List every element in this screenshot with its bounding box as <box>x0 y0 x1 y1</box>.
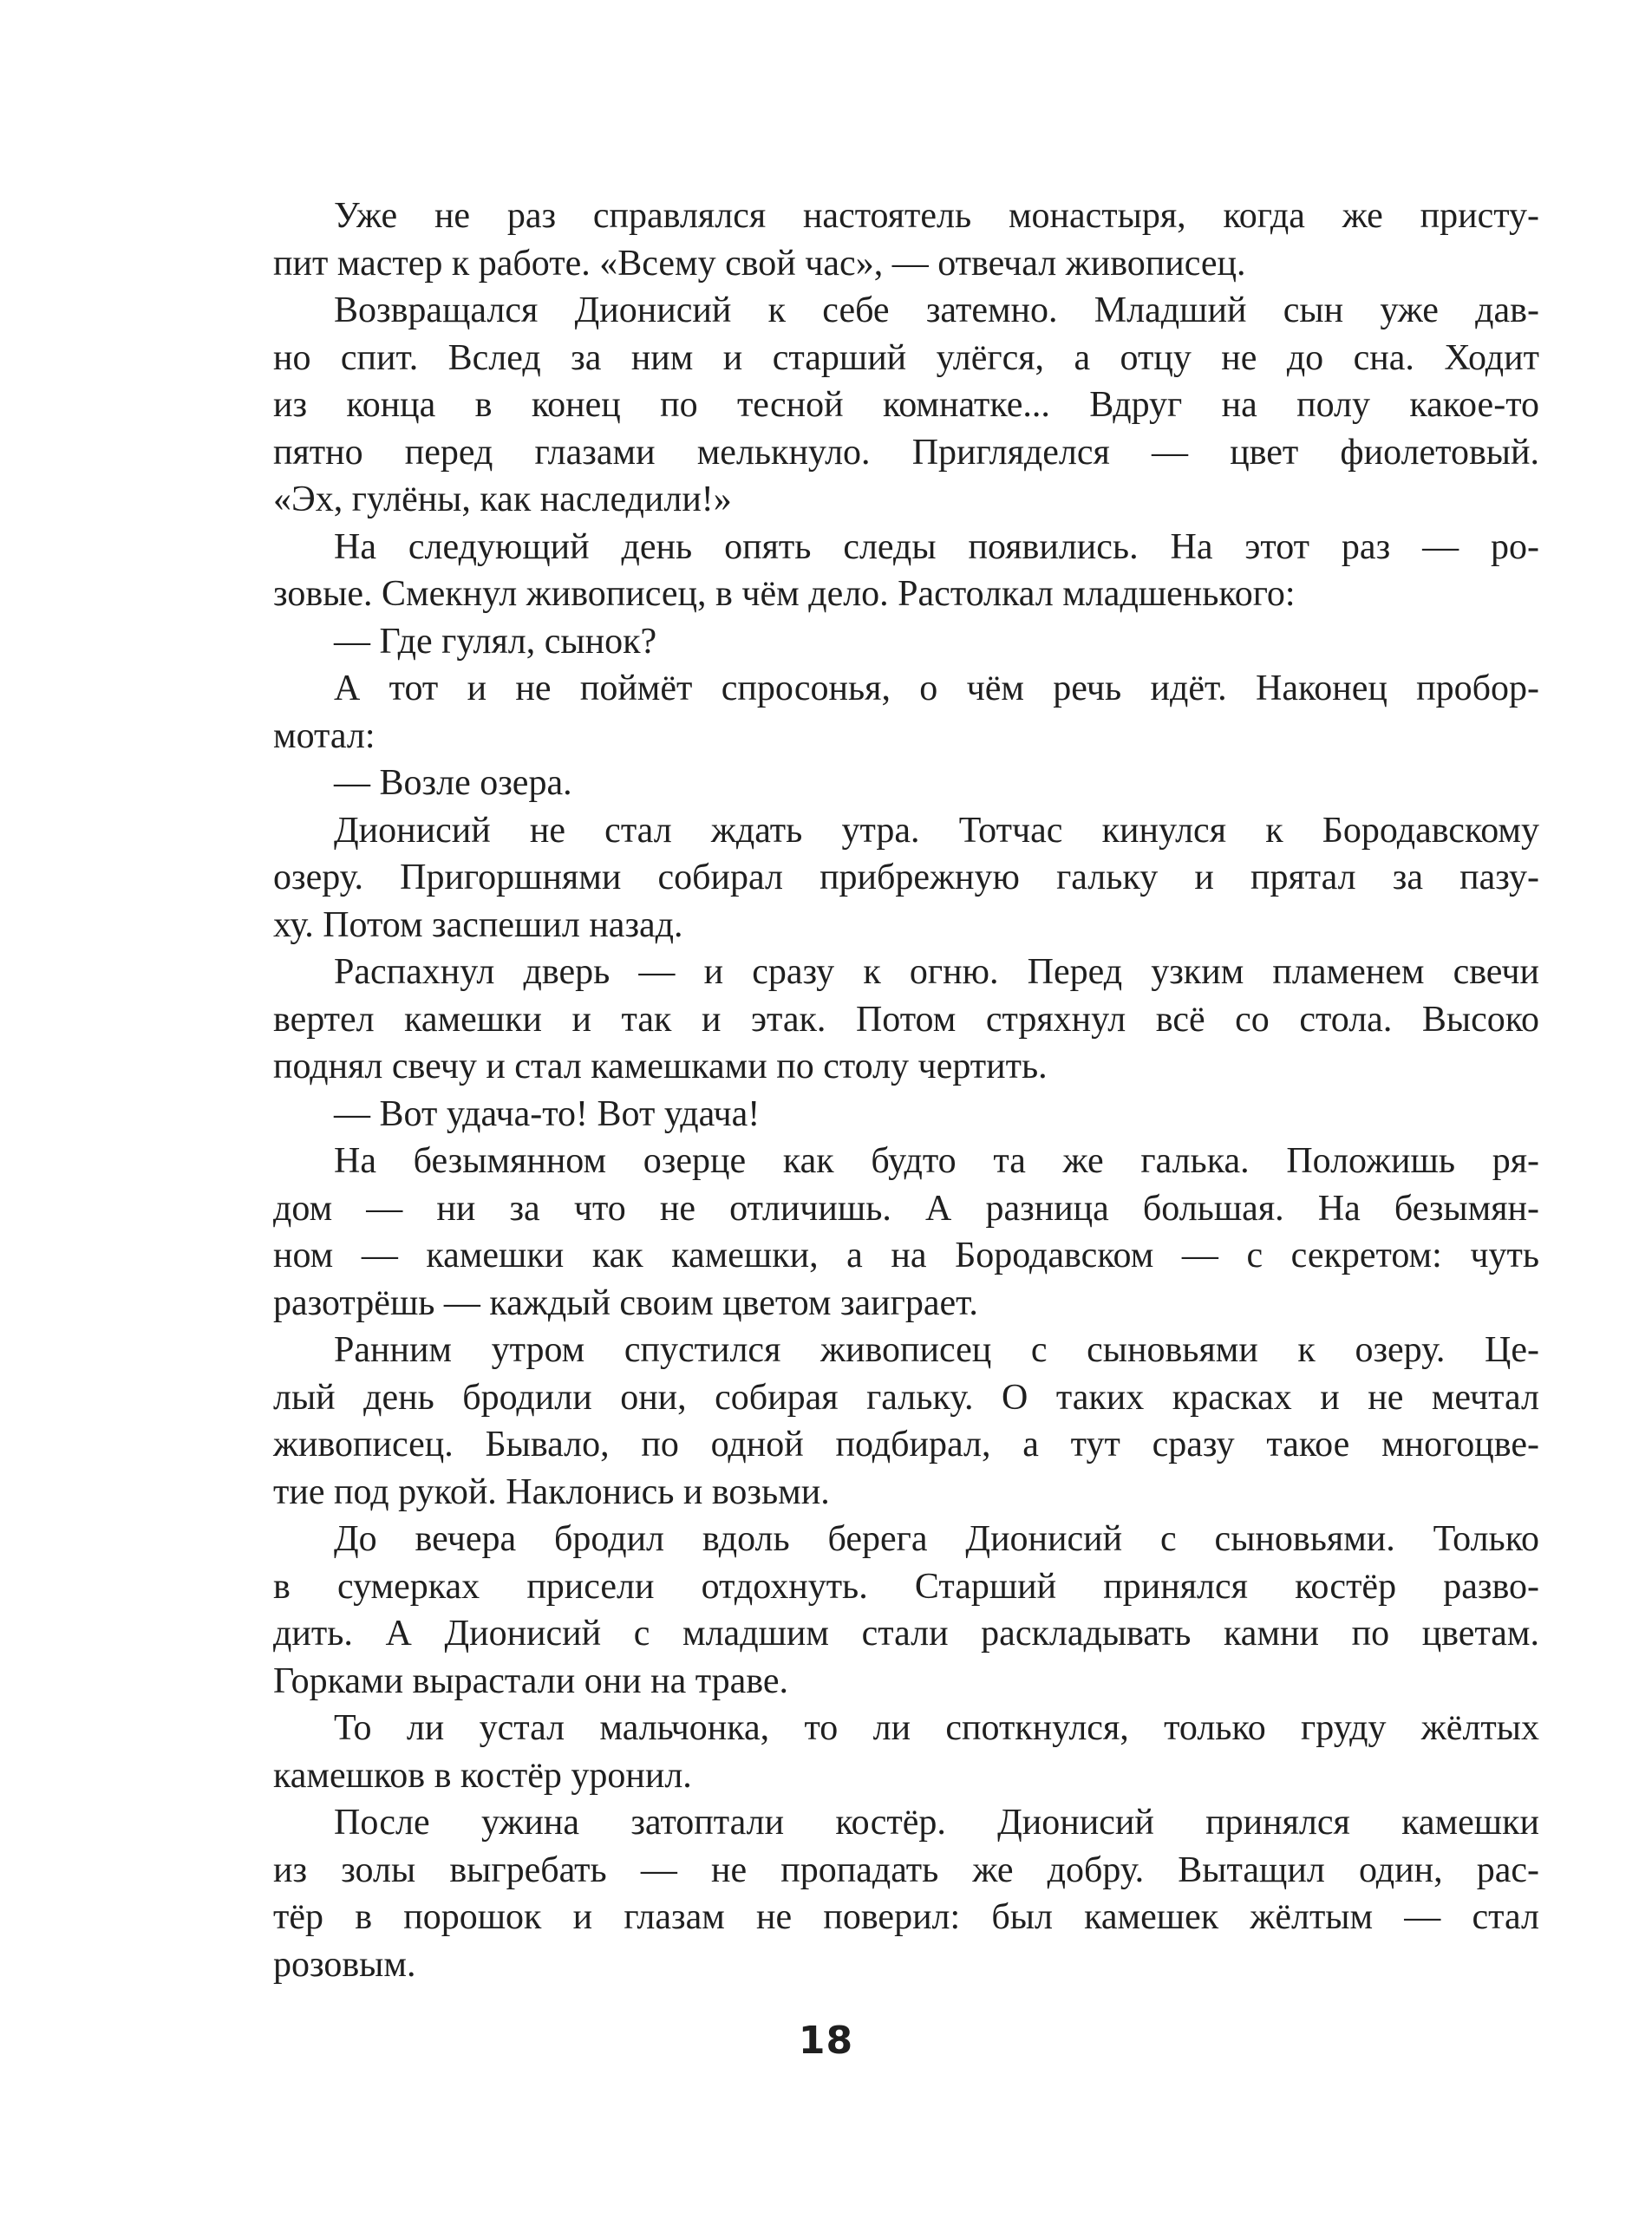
text-line: в сумерках присели отдохнуть. Старший принялся костёр разво- <box>273 1566 1539 1607</box>
paragraph <box>273 287 1539 524</box>
text-line: розовым. <box>273 1944 416 1985</box>
text-line: из золы выгребать — не пропадать же добру. Вытащил один, рас- <box>273 1849 1539 1890</box>
paragraph <box>273 1799 1539 1988</box>
text-line: дом — ни за что не отличишь. А разница большая. На безымян- <box>273 1188 1539 1229</box>
text-line: пит мастер к работе. «Всему свой час», — отвечал живописец. <box>273 243 1246 284</box>
text-line: То ли устал мальчонка, то ли споткнулся, только груду жёлтых <box>334 1708 1539 1748</box>
paragraph <box>273 1705 1539 1799</box>
page-number: 18 <box>798 2019 854 2063</box>
text-line: Ранним утром спустился живописец с сыновьями к озеру. Це- <box>334 1330 1539 1370</box>
text-line: Дионисий не стал ждать утра. Тотчас кинулся к Бородавскому <box>334 810 1539 851</box>
text-line: живописец. Бывало, по одной подбирал, а тут сразу такое многоцве- <box>273 1425 1539 1465</box>
text-line: На безымянном озерце как будто та же галька. Положишь ря- <box>334 1141 1539 1181</box>
text-line: Горками вырастали они на траве. <box>273 1660 789 1701</box>
text-line: На следующий день опять следы появились. На этот раз — ро- <box>334 526 1539 567</box>
text-line: ху. Потом заспешил назад. <box>273 904 683 945</box>
text-line: зовые. Смекнул живописец, в чём дело. Растолкал младшенького: <box>273 574 1296 614</box>
text-line: ном — камешки как камешки, а на Бородавском — с секретом: чуть <box>273 1236 1539 1275</box>
paragraph <box>273 1327 1539 1516</box>
paragraph <box>273 665 1539 760</box>
text-line: разотрёшь — каждый своим цветом заиграет. <box>273 1282 978 1323</box>
text-line: поднял свечу и стал камешками по столу чертить. <box>273 1047 1048 1086</box>
text-line: До вечера бродил вдоль берега Дионисий с сыновьями. Только <box>334 1519 1539 1559</box>
paragraph <box>273 1516 1539 1705</box>
text-line: лый день бродили они, собирая гальку. О таких красках и не мечтал <box>273 1377 1539 1418</box>
text-line: — Возле озера. <box>334 763 572 803</box>
paragraph <box>273 760 1539 807</box>
text-line: мотал: <box>273 715 375 756</box>
text-line: но спит. Вслед за ним и старший улёгся, а отцу не до сна. Ходит <box>273 337 1539 378</box>
text-line: — Где гулял, сынок? <box>334 621 657 662</box>
text-line: вертел камешки и так и этак. Потом стряхнул всё со стола. Высоко <box>273 999 1539 1040</box>
paragraph <box>273 618 1539 666</box>
paragraph <box>273 192 1539 287</box>
text-line: А тот и не поймёт спросонья, о чём речь идёт. Наконец пробор- <box>334 669 1539 708</box>
text-line: из конца в конец по тесной комнатке... Вдруг на полу какое-то <box>273 385 1539 425</box>
paragraph <box>273 1138 1539 1327</box>
text-line: дить. А Дионисий с младшим стали раскладывать камни по цветам. <box>273 1614 1539 1654</box>
text-line: После ужина затоптали костёр. Дионисий принялся камешки <box>334 1803 1539 1843</box>
text-line: пятно перед глазами мелькнуло. Пригляделся — цвет фиолетовый. <box>273 432 1539 473</box>
paragraph <box>273 524 1539 618</box>
text-line: Уже не раз справлялся настоятель монастыря, когда же присту- <box>334 196 1539 236</box>
text-line: тёр в порошок и глазам не поверил: был камешек жёлтым — стал <box>273 1897 1539 1937</box>
text-line: тие под рукой. Наклонись и возьми. <box>273 1471 830 1512</box>
text-line: — Вот удача-то! Вот удача! <box>334 1093 761 1134</box>
paragraph <box>273 949 1539 1091</box>
paragraph <box>273 1091 1539 1138</box>
paragraph <box>273 807 1539 949</box>
body-text <box>273 192 1539 1988</box>
text-line: «Эх, гулёны, как наследили!» <box>273 479 732 519</box>
text-line: озеру. Пригоршнями собирал прибрежную гальку и прятал за пазу- <box>273 858 1539 897</box>
text-line: Распахнул дверь — и сразу к огню. Перед узким пламенем свечи <box>334 952 1539 992</box>
text-line: камешков в костёр уронил. <box>273 1755 692 1796</box>
text-line: Возвращался Дионисий к себе затемно. Младший сын уже дав- <box>334 290 1539 330</box>
